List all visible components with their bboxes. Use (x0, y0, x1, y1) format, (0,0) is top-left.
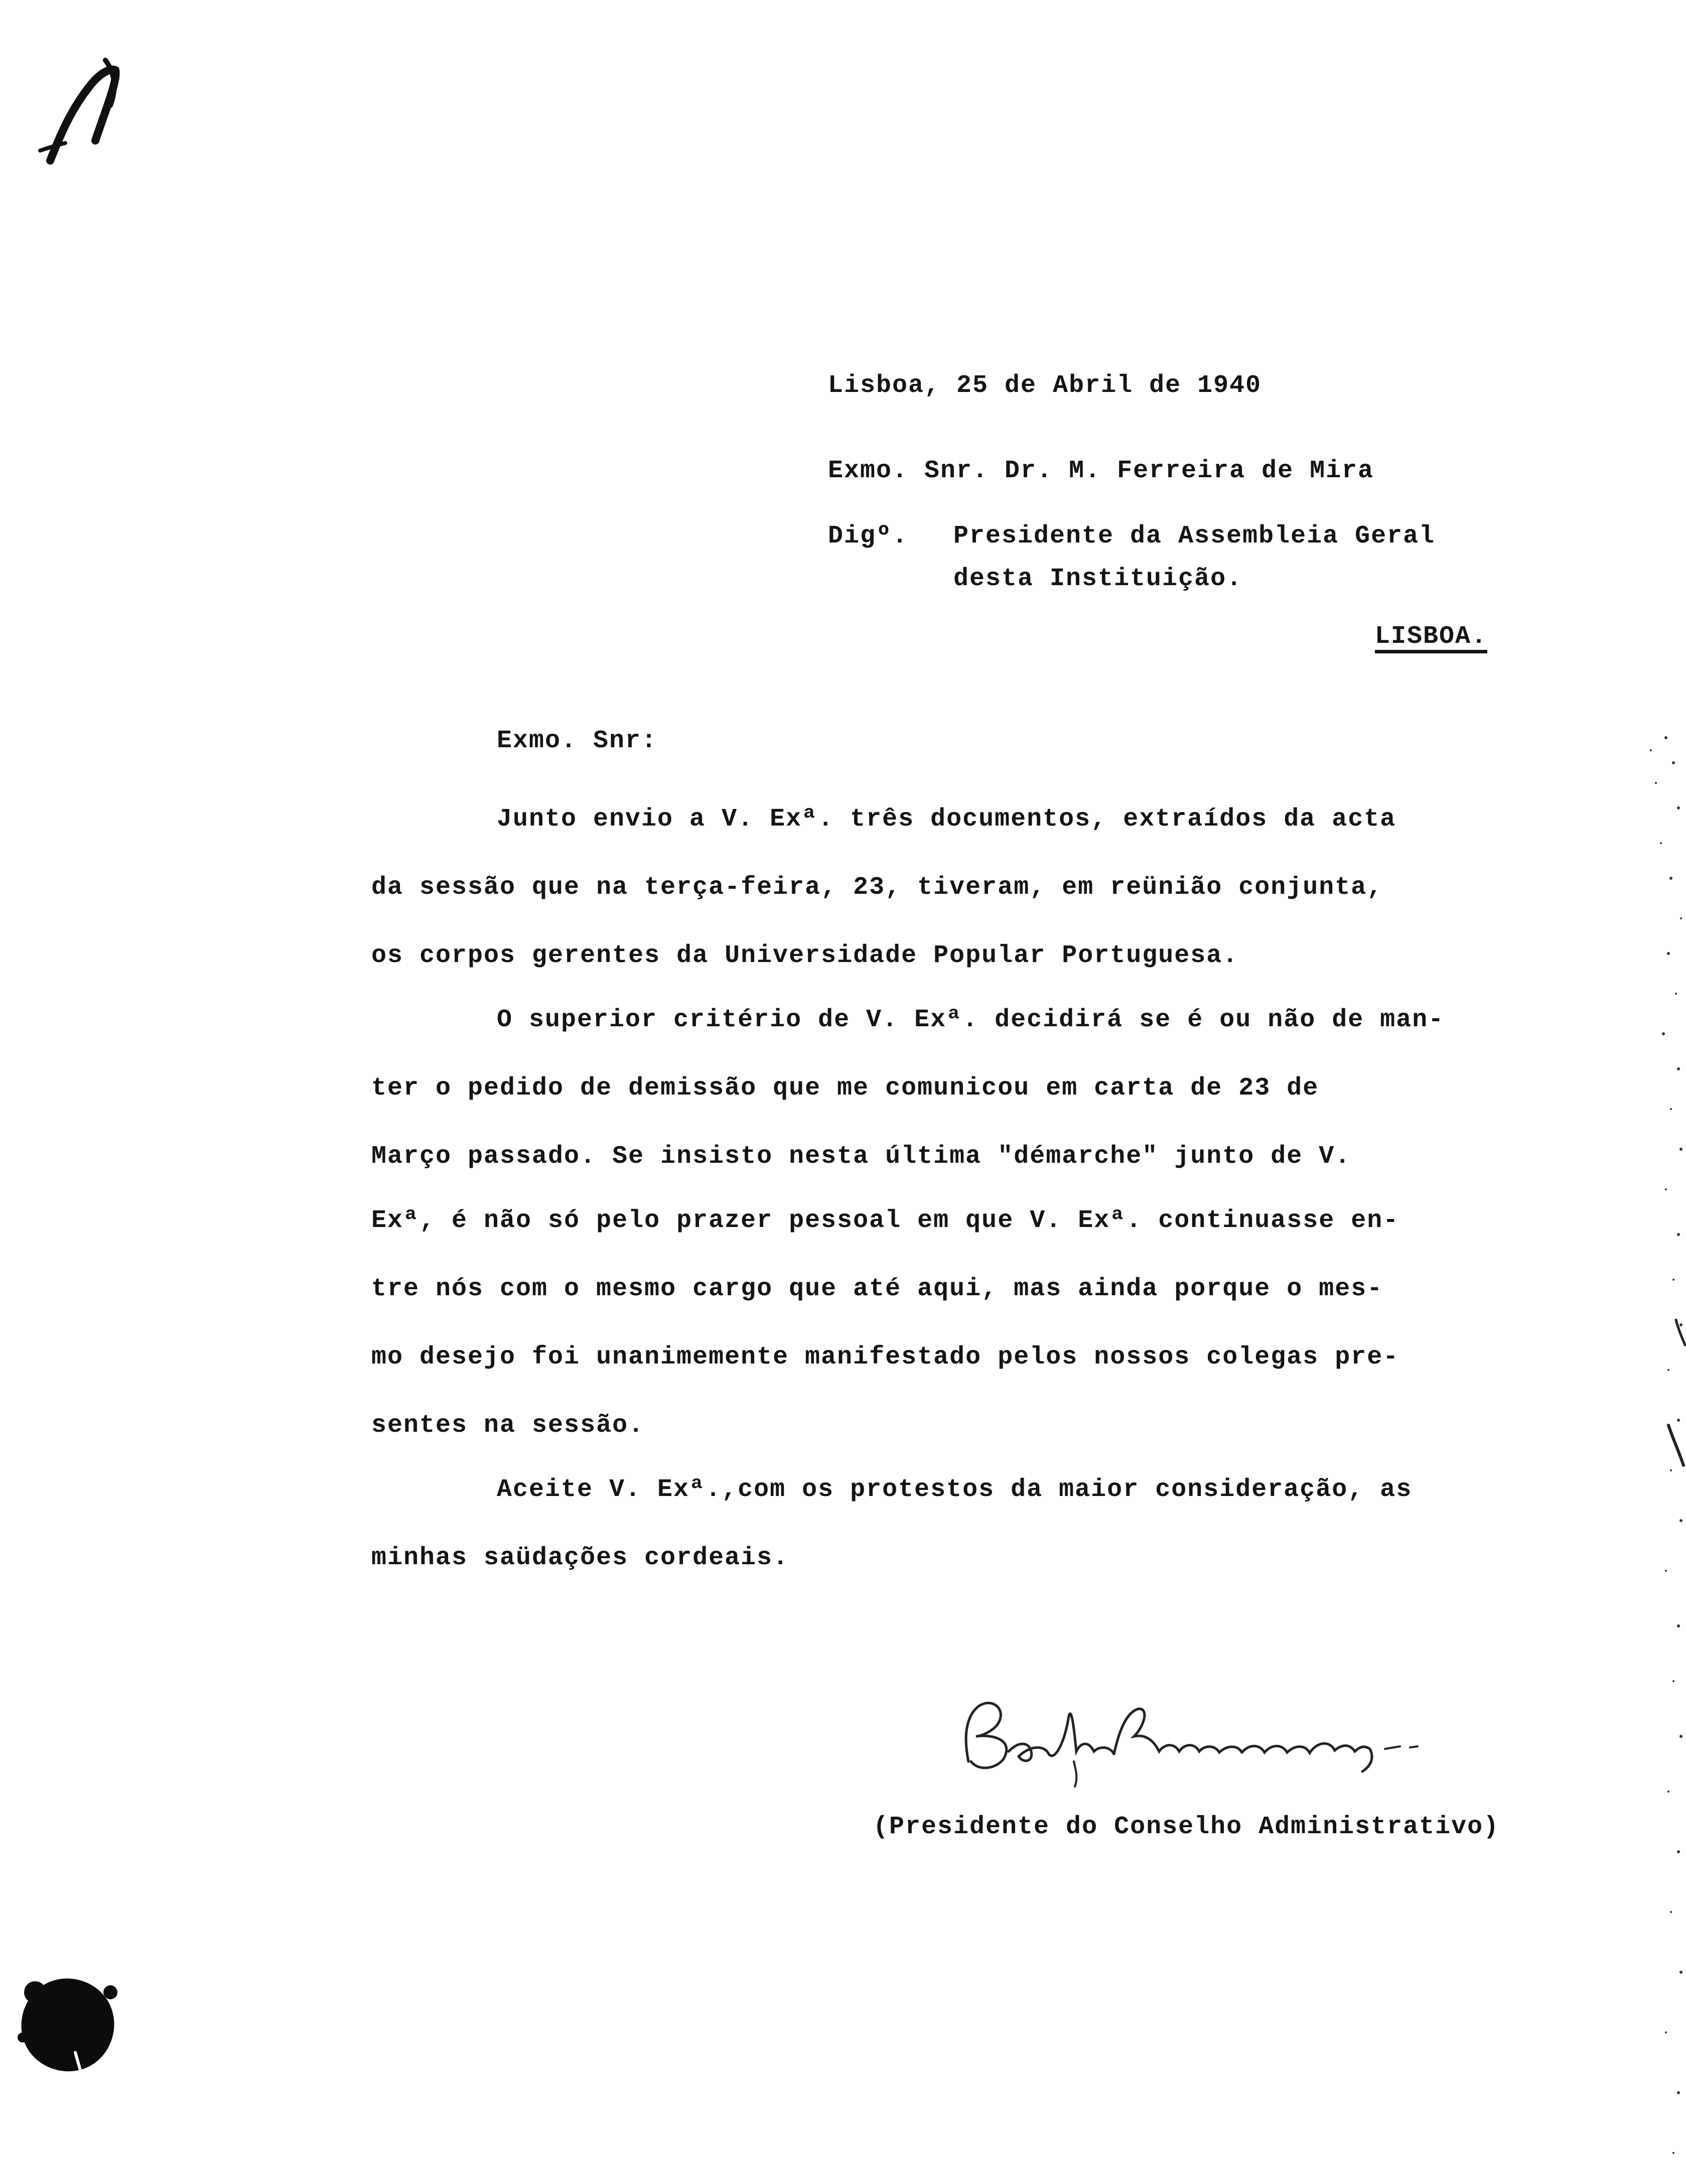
recipient-city: LISBOA. (1375, 622, 1488, 651)
body-line: tre nós com o mesmo cargo que até aqui, mas ainda porque o mes- (371, 1275, 1383, 1303)
recipient-line-2: Presidente da Assembleia Geral (953, 522, 1436, 551)
body-line: Junto envio a V. Exª. três documentos, extraídos da acta (497, 805, 1396, 834)
recipient-line-3: desta Instituição. (953, 565, 1243, 593)
pen-mark-icon (30, 50, 140, 166)
body-line: ter o pedido de demissão que me comunicou em carta de 23 de (371, 1074, 1319, 1103)
salutation: Exmo. Snr: (497, 727, 658, 755)
handwritten-signature (948, 1686, 1445, 1797)
signature-role: (Presidente do Conselho Administrativo) (873, 1813, 1500, 1841)
body-line: Exª, é não só pelo prazer pessoal em que V. Exª. continuasse en- (371, 1206, 1399, 1235)
body-line: minhas saüdações cordeais. (371, 1544, 789, 1572)
date-line: Lisboa, 25 de Abril de 1940 (828, 371, 1262, 400)
body-line: Aceite V. Exª.,com os protestos da maior consideração, as (497, 1475, 1413, 1504)
body-line: os corpos gerentes da Universidade Popular Portuguesa. (371, 941, 1239, 970)
body-line: da sessão que na terça-feira, 23, tiveram, em reünião conjunta, (371, 873, 1383, 902)
ink-blot-icon (5, 1957, 135, 2088)
recipient-line-1: Exmo. Snr. Dr. M. Ferreira de Mira (828, 457, 1374, 485)
body-line: mo desejo foi unanimemente manifestado pelos nossos colegas pre- (371, 1343, 1399, 1372)
body-line: Março passado. Se insisto nesta última "démarche" junto de V. (371, 1142, 1351, 1171)
body-line: sentes na sessão. (371, 1411, 645, 1440)
scan-noise (1566, 728, 1686, 2173)
recipient-title-label: Digº. (828, 522, 909, 551)
body-line: O superior critério de V. Exª. decidirá se é ou não de man- (497, 1006, 1445, 1034)
